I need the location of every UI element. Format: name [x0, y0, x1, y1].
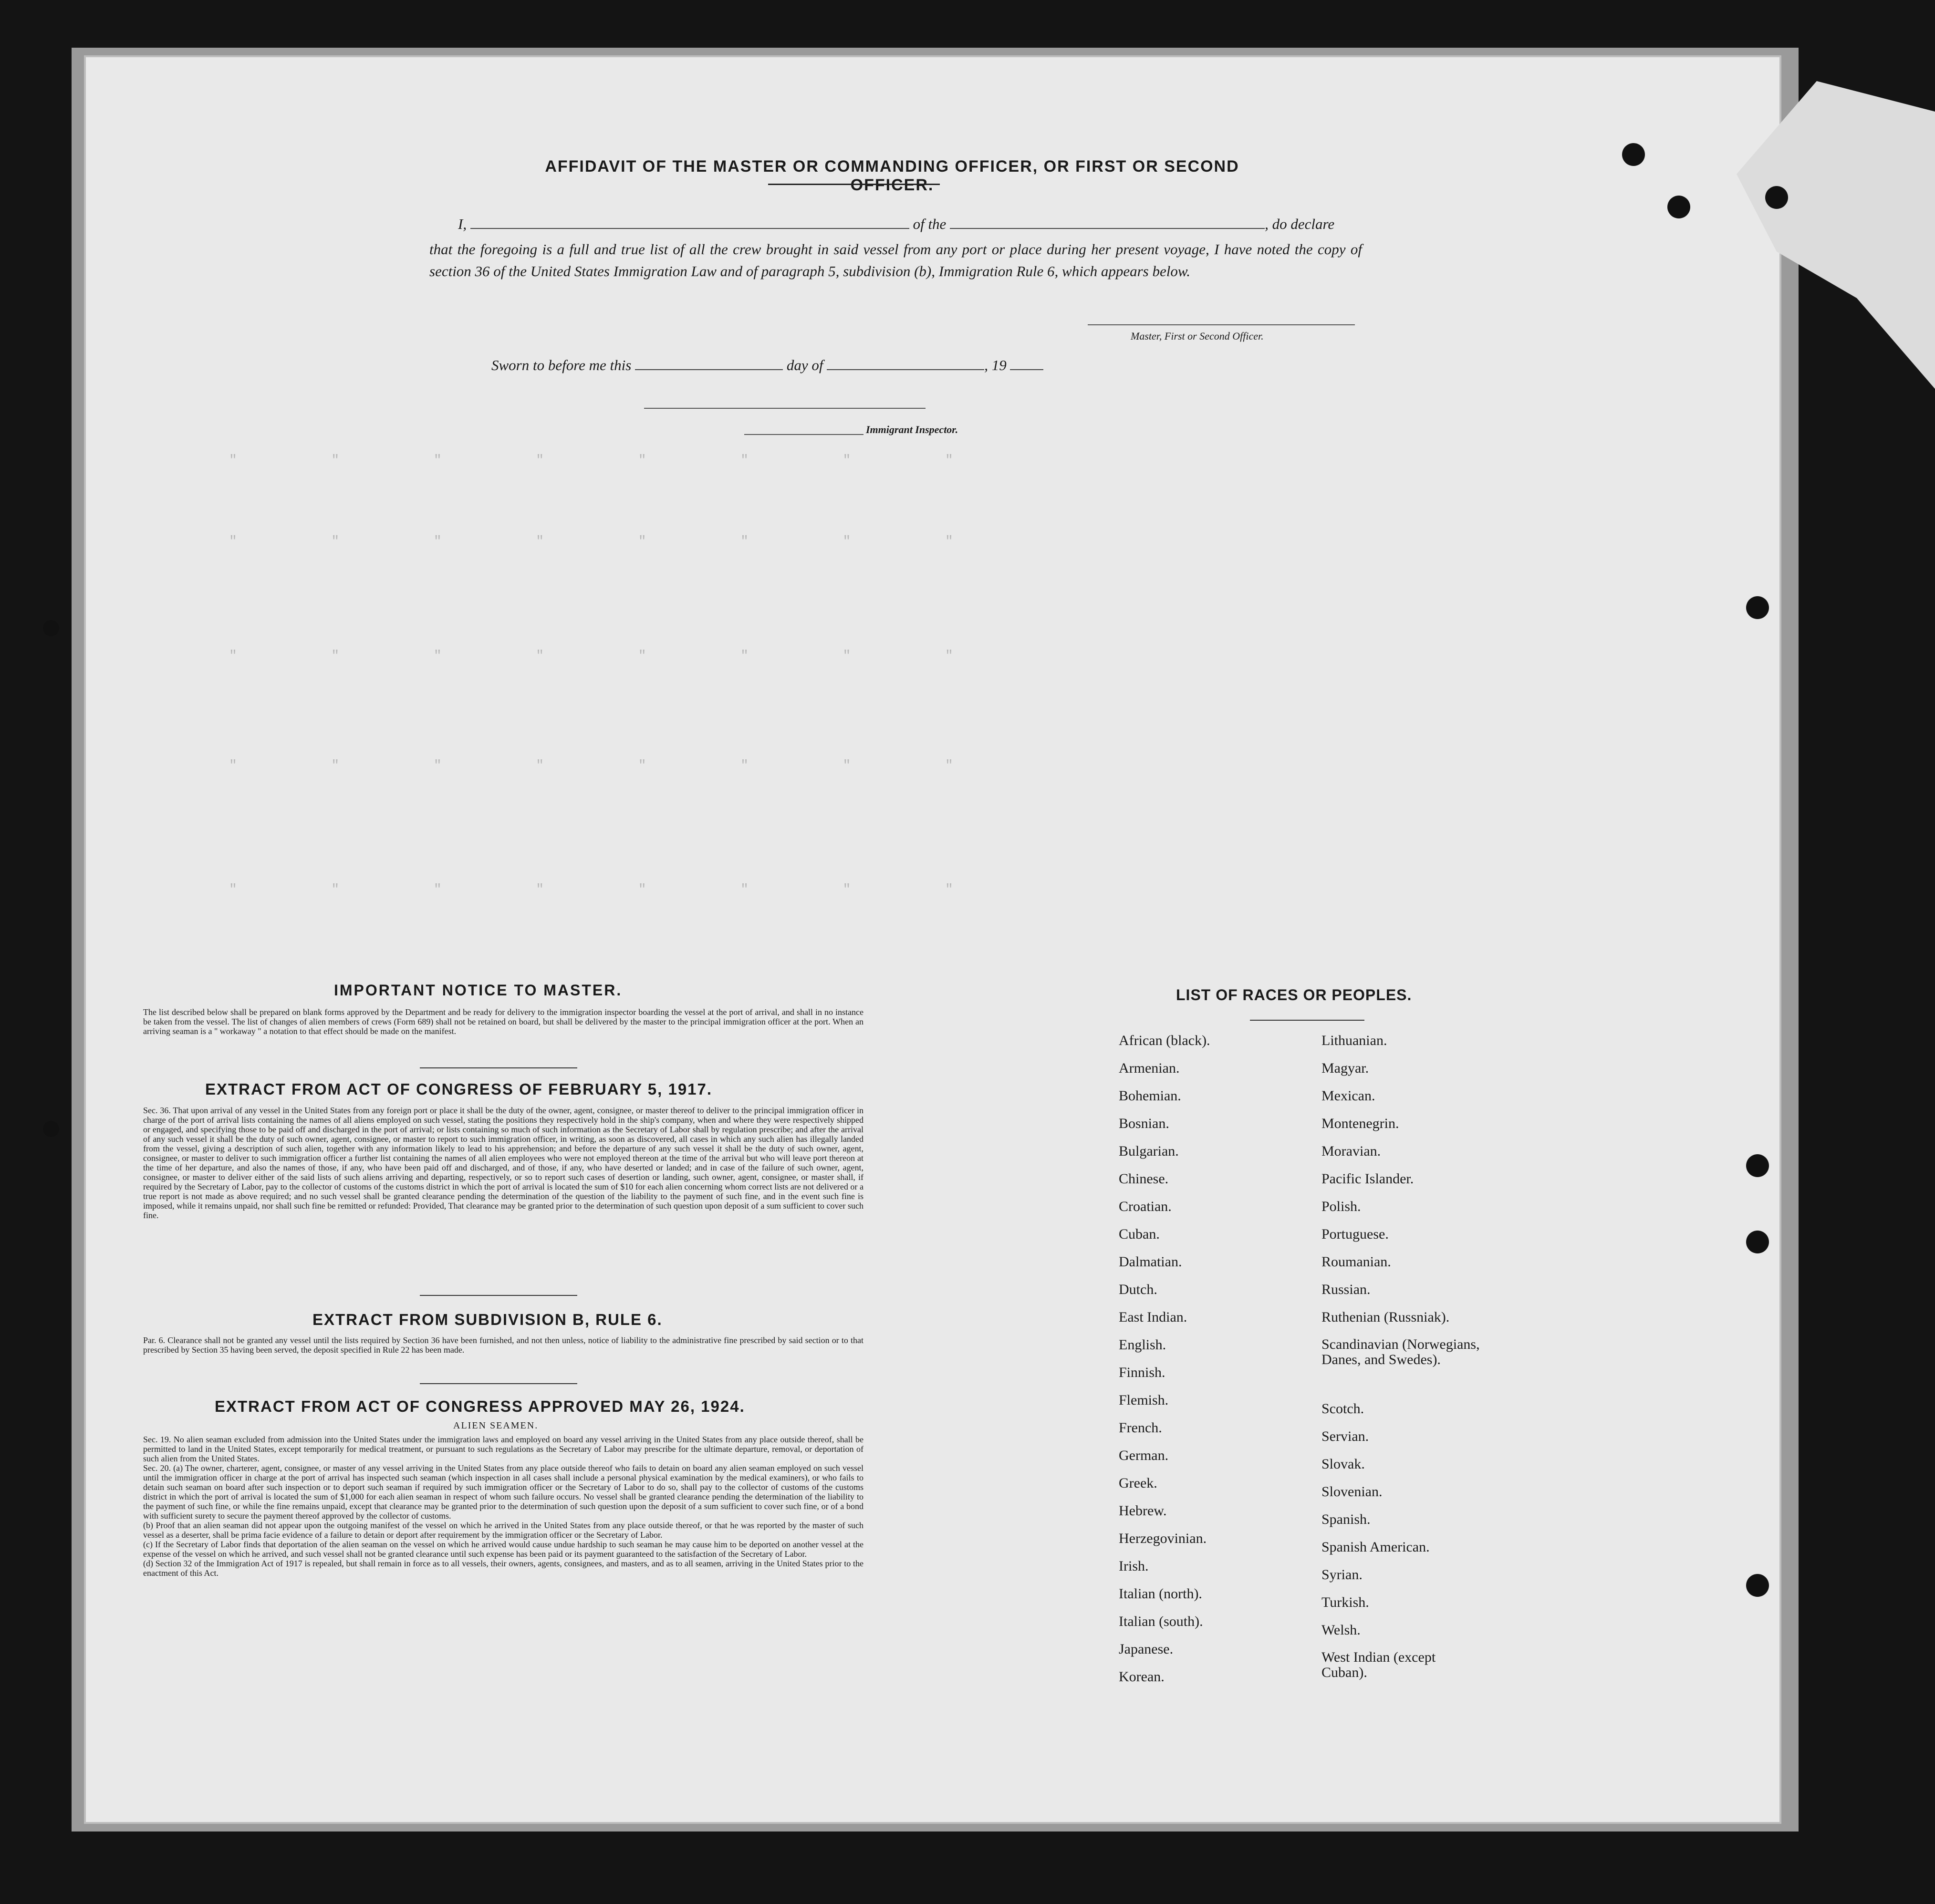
bleed-through: " " " " " " " " [229, 758, 958, 773]
sworn-text: Sworn to before me this [491, 357, 632, 373]
races-col-2 [1321, 1033, 1493, 1683]
sec-20c: (c) If the Secretary of Labor finds that deportation of the alien seaman on the vessel on which he arrived would cause undue hardship to such seaman he may cause him to be deported on another vessel at the expense of the vessel on which he arrived, and such vessel shall not be granted clearance until such expense has been paid or its payment guaranteed to the satisfaction of the Secretary of Labor. [143, 1540, 863, 1559]
extract-1917-body: Sec. 36. That upon arrival of any vessel in the United States from any foreign port or place it shall be the duty of the owner, agent, consignee, or master thereof to deliver to the principal immigration officer in charge of the port of arrival lists containing the names of all aliens employed on such vessel, stating the positions they respectively hold in the ship's company, when and where they were respectively shipped or engaged, and specifying those to be paid off and discharged in the port of arrival; or lists containing so much of such information as the Secretary of Labor shall by regulation prescribe; and after the arrival of any such vessel it shall be the duty of such owner, agent, consignee, or master to report to such immigration officer, in writing, as soon as discovered, all cases in which any such alien has illegally landed from the vessel, giving a description of such alien, together with any information likely to lead to his apprehension; and before the departure of any such vessel it shall be the duty of such owner, agent, consignee, or master to deliver to such immigration officer a further list containing the names of all alien employees who were not employed thereon at the time of the arrival but who will leave port thereon at the time of her departure, and also the names of those, if any, who have been paid off and discharged, and of those, if any, who have deserted or landed; and in case of the failure of such owner, agent, consignee, or master to deliver either of the said lists of such aliens arriving and departing, respectively, or so to report such cases of desertion or landing, such owner, agent, consignee, or master shall, if required by the Secretary of Labor, pay to the collector of customs of the customs district in which the port of arrival is located the sum of $10 for each alien concerning whom correct lists are not delivered or a true report is not made as above required; and no such vessel shall be granted clearance pending the determination of the question of the liability to the payment of such fine, and in the event such fine is imposed, while it remains unpaid, nor shall such fine be remitted or refunded: Provided, That clearance may be granted prior to the determination of such question upon deposit of a sum sufficient to cover such fine. [143, 1106, 863, 1220]
inspector-label: Immigrant Inspector. [866, 424, 958, 435]
intro-declare: , do declare [1265, 216, 1335, 232]
extract-rule6-title: EXTRACT FROM SUBDIVISION B, RULE 6. [312, 1311, 663, 1328]
race-item: Montenegrin. [1321, 1116, 1399, 1131]
race-item: Spanish American. [1321, 1539, 1430, 1555]
punch-hole-icon [1765, 186, 1788, 209]
intro-of-the: of the [913, 216, 947, 232]
punch-hole-icon [1746, 1231, 1769, 1253]
race-item: Portuguese. [1321, 1226, 1389, 1242]
race-item: Syrian. [1321, 1567, 1363, 1583]
extract-1924-sections [143, 1435, 863, 1578]
extract-1917-rule [420, 1295, 577, 1296]
race-item: Armenian. [1119, 1060, 1180, 1076]
race-item: Italian (north). [1119, 1586, 1202, 1602]
races-rule [1250, 1020, 1364, 1021]
notice-title: IMPORTANT NOTICE TO MASTER. [334, 982, 623, 999]
inspector-line [744, 434, 863, 435]
day-blank[interactable] [635, 357, 783, 370]
race-item: Herzegovinian. [1119, 1531, 1207, 1546]
race-item: Scandinavian (Norwegians, Danes, and Swedes). [1321, 1336, 1480, 1367]
punch-hole-icon [1746, 1154, 1769, 1177]
extract-rule6-body: Par. 6. Clearance shall not be granted any vessel until the lists required by Section 36 have been furnished, and not then unless, notice of liability to the administrative fine prescribed by said section or to that prescribed by Section 35 having been served, the deposit specified in Rule 22 has been made. [143, 1335, 863, 1355]
race-item: African (black). [1119, 1033, 1210, 1048]
bleed-through: " " " " " " " " [229, 649, 958, 663]
bleed-through: " " " " " " " " [229, 453, 958, 468]
declaration-line [458, 216, 1334, 233]
signature-label: Master, First or Second Officer. [1131, 330, 1264, 342]
race-item: Welsh. [1321, 1622, 1361, 1638]
sworn-line [491, 357, 1043, 374]
race-item: Japanese. [1119, 1641, 1174, 1657]
race-item: Lithuanian. [1321, 1033, 1387, 1048]
intro-i: I, [458, 216, 467, 232]
race-item: Bulgarian. [1119, 1143, 1179, 1159]
race-item: Servian. [1321, 1428, 1369, 1444]
year-prefix: , 19 [984, 357, 1007, 373]
sec-20b: (b) Proof that an alien seaman did not appear upon the outgoing manifest of the vessel on which he arrived in the United States from any place outside thereof, or that he was reported by the master of such vessel as a deserter, shall be prima facie evidence of a failure to detain or deport after requirement by the immigration officer or the Secretary of Labor. [143, 1521, 863, 1540]
race-item: Slovak. [1321, 1456, 1365, 1472]
race-item: English. [1119, 1337, 1166, 1353]
name-blank[interactable] [470, 216, 909, 229]
race-item: Ruthenian (Russniak). [1321, 1309, 1450, 1325]
extract-1924-title: EXTRACT FROM ACT OF CONGRESS APPROVED MAY 26, 1924. [215, 1397, 745, 1415]
race-item: Spanish. [1321, 1511, 1371, 1527]
punch-hole-icon [1746, 1574, 1769, 1597]
race-item: Bohemian. [1119, 1088, 1181, 1104]
month-blank[interactable] [827, 357, 984, 370]
punch-hole-icon [1746, 596, 1769, 619]
race-item: West Indian (except Cuban). [1321, 1649, 1436, 1680]
race-item: Greek. [1119, 1475, 1157, 1491]
notice-rule [420, 1067, 577, 1068]
race-item: Finnish. [1119, 1365, 1165, 1380]
race-item: Irish. [1119, 1558, 1149, 1574]
sec-20d: (d) Section 32 of the Immigration Act of 1917 is repealed, but shall remain in force as to all vessels, their owners, agents, consignees, and masters, and as to all seamen, arriving in the United States prior to the enactment of this Act. [143, 1559, 863, 1578]
race-item: Korean. [1119, 1669, 1165, 1685]
extract-1917-title: EXTRACT FROM ACT OF CONGRESS OF FEBRUARY 5, 1917. [205, 1080, 713, 1098]
day-of: day of [786, 357, 823, 373]
race-item: Moravian. [1321, 1143, 1381, 1159]
affidavit-title: AFFIDAVIT OF THE MASTER OR COMMANDING OFFICER, OR FIRST OR SECOND OFFICER. [545, 157, 1239, 194]
race-item: Dutch. [1119, 1282, 1157, 1297]
year-blank[interactable] [1010, 357, 1043, 370]
race-item: Bosnian. [1119, 1116, 1169, 1131]
race-item: East Indian. [1119, 1309, 1187, 1325]
extract-1924-subtitle: ALIEN SEAMEN. [453, 1420, 539, 1431]
race-item: Croatian. [1119, 1199, 1172, 1214]
race-item: Mexican. [1321, 1088, 1375, 1104]
race-item: Hebrew. [1119, 1503, 1167, 1519]
race-item: Turkish. [1321, 1594, 1369, 1610]
punch-hole-icon [1622, 143, 1645, 166]
sec-20a: Sec. 20. (a) The owner, charterer, agent, consignee, or master of any vessel arriving in the United States from any place outside thereof who fails to detain on board any alien seaman employed on such vessel until the immigration officer in charge at the port of arrival has inspected such seaman (which inspection in all cases shall include a personal physical examination by the medical examiners), or who fails to detain such seaman on board after such inspection or to deport such seaman if required by such immigration officer or the Secretary of Labor to do so, shall pay to the collector of customs of the customs district in which the port of arrival is located the sum of $1,000 for each alien seaman in respect of whom such failure occurs. No vessel shall be granted clearance pending the determination of the liability to the payment of such fine, or while the fine remains unpaid, except that clearance may be granted prior to the determination of such question upon the deposit of a sum sufficient to cover such fine, or of a bond with sufficient surety to secure the payment thereof approved by the collector of customs. [143, 1463, 863, 1521]
notice-body: The list described below shall be prepared on blank forms approved by the Department and be ready for delivery to the immigration inspector boarding the vessel at the port of arrival, and shall in no instance be taken from the vessel. The list of changes of alien members of crews (Form 689) shall not be retained on board, but shall be delivered by the master to the principal immigration officer at the port. When an arriving seaman is a " workaway " a notation to that effect should be made on the manifest. [143, 1007, 863, 1036]
race-item: Russian. [1321, 1282, 1371, 1297]
race-item: Magyar. [1321, 1060, 1369, 1076]
races-title: LIST OF RACES OR PEOPLES. [1176, 986, 1412, 1004]
race-item: Flemish. [1119, 1392, 1169, 1408]
bleed-through: " " " " " " " " [229, 882, 958, 897]
punch-hole-icon [43, 1121, 59, 1137]
bleed-through: " " " " " " " " [229, 534, 958, 549]
affidavit-body: that the foregoing is a full and true list of all the crew brought in said vessel from any port or place during her present voyage, I have noted the copy of section 36 of the United States Immigration Law and of paragraph 5, subdivision (b), Immigration Rule 6, which appears below. [429, 241, 1362, 279]
race-item: Slovenian. [1321, 1484, 1383, 1500]
race-item: Polish. [1321, 1199, 1361, 1214]
races-col-1 [1119, 1033, 1210, 1697]
race-item: German. [1119, 1448, 1169, 1463]
race-item: Pacific Islander. [1321, 1171, 1414, 1187]
punch-hole-icon [1667, 196, 1690, 218]
sec-19: Sec. 19. No alien seaman excluded from admission into the United States under the immigration laws and employed on board any vessel arriving in the United States from any place outside thereof, shall be permitted to land in the United States, except temporarily for medical treatment, or pursuant to such regulations as the Secretary of Labor may prescribe for the ultimate departure, removal, or deportation of such alien from the United States. [143, 1435, 863, 1463]
inspector-sig-line [644, 408, 926, 409]
race-item: Dalmatian. [1119, 1254, 1182, 1270]
punch-hole-icon [43, 620, 59, 636]
race-item: Cuban. [1119, 1226, 1160, 1242]
vessel-blank[interactable] [950, 216, 1265, 229]
extract-rule6-rule [420, 1383, 577, 1384]
race-item: French. [1119, 1420, 1162, 1436]
title-rule [768, 184, 940, 185]
race-item: Italian (south). [1119, 1614, 1203, 1629]
race-item: Roumanian. [1321, 1254, 1391, 1270]
signature-line [1088, 324, 1355, 325]
race-item: Scotch. [1321, 1401, 1364, 1417]
race-item: Chinese. [1119, 1171, 1169, 1187]
